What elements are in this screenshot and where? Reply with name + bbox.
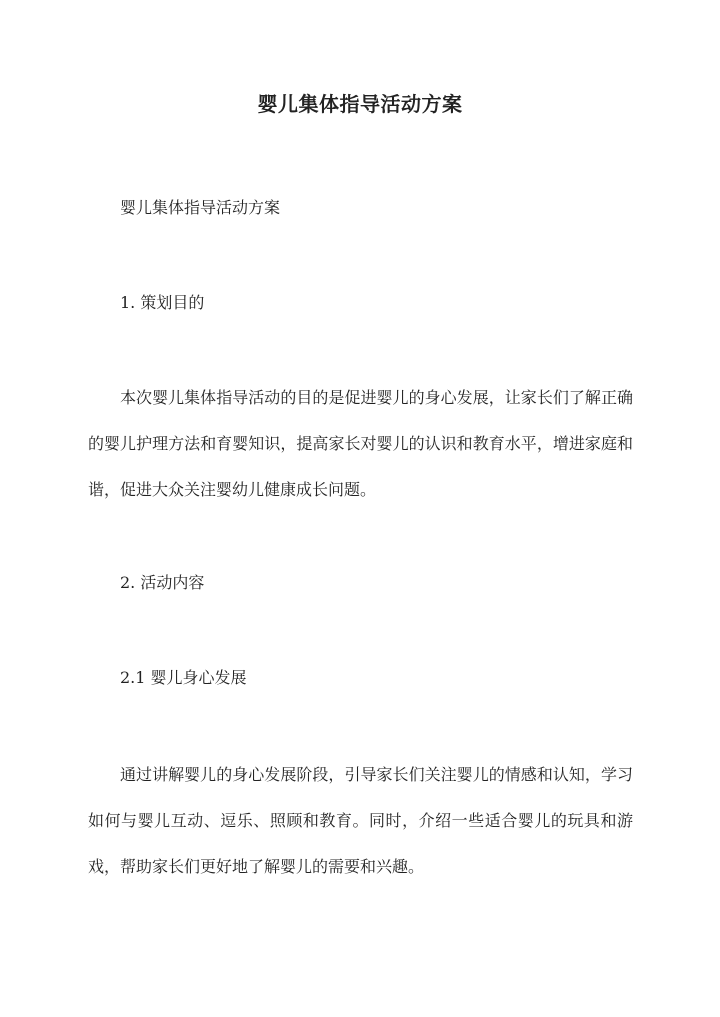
section-1-heading: 1. 策划目的	[120, 293, 205, 312]
section-1-paragraph: 本次婴儿集体指导活动的目的是促进婴儿的身心发展，让家长们了解正确的婴儿护理方法和育婴知识，提高家长对婴儿的认识和教育水平，增进家庭和谐，促进大众关注婴幼儿健康成长问题。	[88, 388, 633, 499]
section-2-1-heading: 2.1 婴儿身心发展	[120, 668, 247, 687]
section-2-heading: 2. 活动内容	[120, 573, 205, 592]
document-subtitle: 婴儿集体指导活动方案	[120, 198, 281, 217]
section-2-1-paragraph: 通过讲解婴儿的身心发展阶段，引导家长们关注婴儿的情感和认知，学习如何与婴儿互动、逗乐、照顾和教育。同时，介绍一些适合婴儿的玩具和游戏，帮助家长们更好地了解婴儿的需要和兴趣。	[88, 765, 633, 876]
document-title: 婴儿集体指导活动方案	[257, 92, 463, 116]
